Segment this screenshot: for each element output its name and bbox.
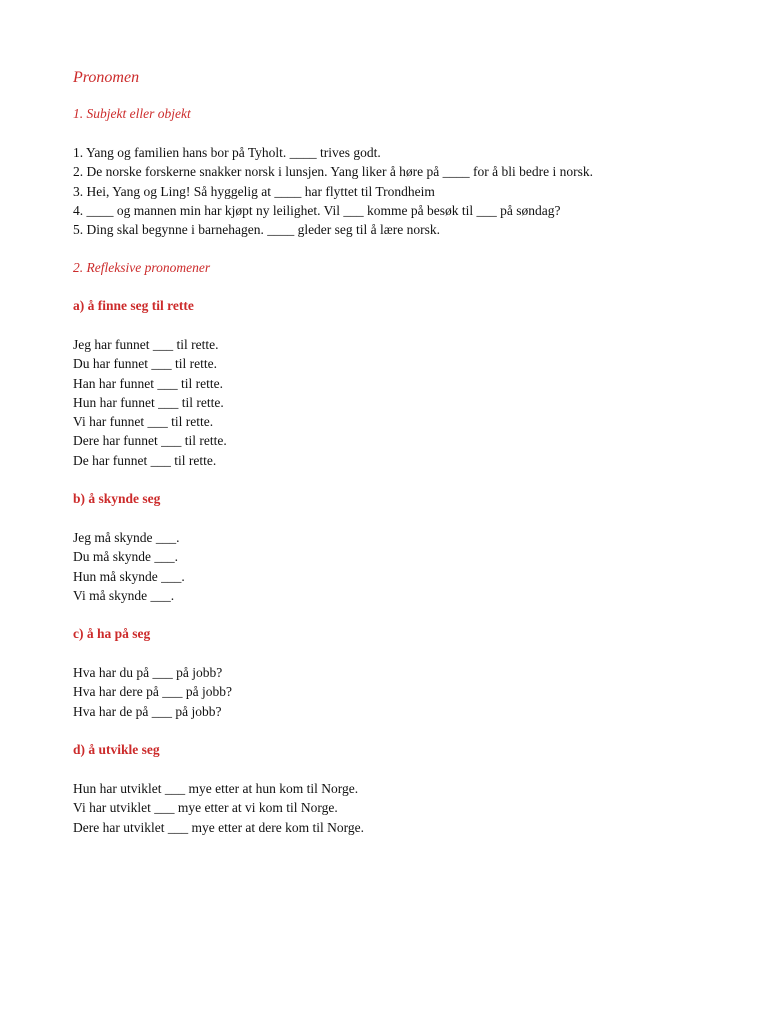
exercise-line: Vi må skynde ___. <box>73 587 175 603</box>
subsection-a-title: a) å finne seg til rette <box>73 298 194 313</box>
exercise-line: Hva har de på ___ på jobb? <box>73 703 222 719</box>
exercise-line: Dere har utviklet ___ mye etter at dere kom til Norge. <box>73 819 365 835</box>
subsection-d-title: d) å utvikle seg <box>73 742 160 757</box>
subsection-b-list <box>73 528 185 605</box>
exercise-line: Hun har funnet ___ til rette. <box>73 394 224 410</box>
exercise-line: De har funnet ___ til rette. <box>73 452 217 468</box>
exercise-line: Hun har utviklet ___ mye etter at hun kom til Norge. <box>73 781 359 796</box>
section-1-title: 1. Subjekt eller objekt <box>73 106 191 121</box>
section-2-title: 2. Refleksive pronomener <box>73 260 211 275</box>
exercise-line: Hun må skynde ___. <box>73 568 185 584</box>
exercise-line: Jeg har funnet ___ til rette. <box>73 337 219 352</box>
exercise-line: Hva har dere på ___ på jobb? <box>73 684 232 700</box>
subsection-b-title: b) å skynde seg <box>73 491 161 506</box>
exercise-line: Du har funnet ___ til rette. <box>73 356 217 372</box>
exercise-line: 1. Yang og familien hans bor på Tyholt. ____ trives godt. <box>73 145 381 160</box>
subsection-d-list <box>73 779 364 837</box>
subsection-c-title: c) å ha på seg <box>73 626 151 641</box>
exercise-line: 3. Hei, Yang og Ling! Så hyggelig at ____ har flyttet til Trondheim <box>73 183 435 199</box>
exercise-line: Dere har funnet ___ til rette. <box>73 433 227 449</box>
exercise-line: Vi har utviklet ___ mye etter at vi kom til Norge. <box>73 800 338 816</box>
exercise-line: 2. De norske forskerne snakker norsk i lunsjen. Yang liker å høre på ____ for å bli bedre i norsk. <box>73 164 594 180</box>
exercise-line: Han har funnet ___ til rette. <box>73 375 223 391</box>
subsection-a-list <box>73 335 227 470</box>
exercise-line: 5. Ding skal begynne i barnehagen. ____ gleder seg til å lære norsk. <box>73 222 441 238</box>
section-1-exercise-list <box>73 143 593 239</box>
exercise-line: 4. ____ og mannen min har kjøpt ny leilighet. Vil ___ komme på besøk til ___ på søndag? <box>73 202 561 218</box>
exercise-line: Jeg må skynde ___. <box>73 530 180 545</box>
exercise-line: Hva har du på ___ på jobb? <box>73 665 223 680</box>
subsection-c-list <box>73 663 232 721</box>
exercise-line: Vi har funnet ___ til rette. <box>73 414 214 430</box>
exercise-line: Du må skynde ___. <box>73 549 178 565</box>
document-title: Pronomen <box>73 69 140 86</box>
